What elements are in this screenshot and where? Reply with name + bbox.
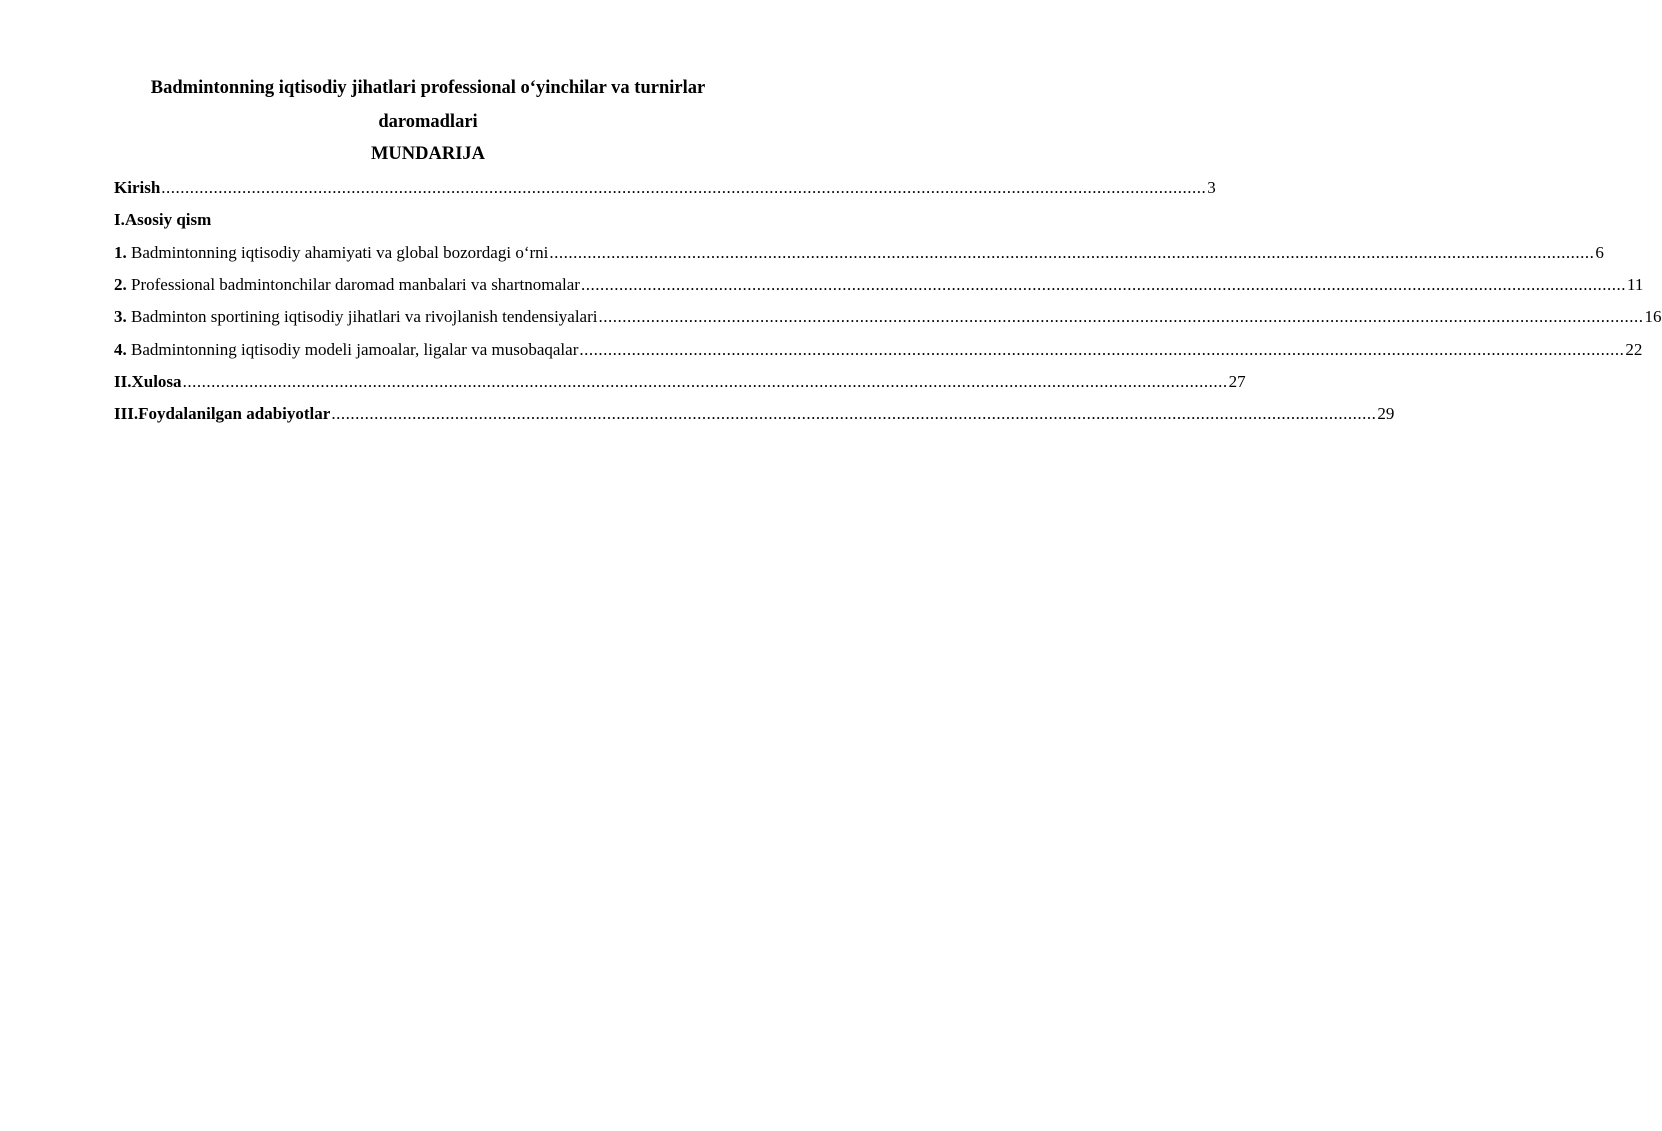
- toc-entry: [114, 333, 1643, 365]
- toc-entry: [114, 301, 1662, 333]
- toc-entry: [114, 204, 742, 236]
- toc-entry: [114, 172, 1216, 204]
- toc-entry-text: Professional badmintonchilar daromad manbalari va shartnomalar: [131, 275, 580, 295]
- toc-entry-title: [114, 274, 580, 296]
- toc-entry: [114, 237, 1604, 269]
- toc-entry-text: Badmintonning iqtisodiy ahamiyati va global bozordagi o‘rni: [131, 242, 549, 262]
- toc-leader-dots: ............................................................................................................................................................................................................................: [182, 371, 1228, 391]
- toc-entry-title: [114, 242, 548, 264]
- toc-entry-number: 4.: [114, 339, 127, 359]
- toc-page-number: 27: [1228, 371, 1246, 391]
- toc-entry: [114, 269, 1644, 301]
- toc-entry: [114, 366, 1246, 398]
- toc-leader-dots: ............................................................................................................................................................................................................................: [579, 339, 1625, 359]
- toc-entry-number: 3.: [114, 307, 127, 327]
- toc-leader-dots: ............................................................................................................................................................................................................................: [161, 178, 1207, 198]
- document-title-line-2: daromadlari: [378, 112, 478, 132]
- toc-entry-title: [114, 371, 182, 393]
- toc-page-number: 3: [1207, 178, 1216, 198]
- toc-entry-text: Kirish: [114, 178, 161, 198]
- toc-entry-text: Badmintonning iqtisodiy modeli jamoalar, ligalar va musobaqalar: [131, 339, 579, 359]
- toc-entry-title: [114, 177, 160, 199]
- toc-entry-text: III.Foydalanilgan adabiyotlar: [114, 404, 331, 424]
- toc-entry-text: I.Asosiy qism: [114, 210, 212, 230]
- toc-entry-title: [114, 306, 598, 328]
- toc-entry-text: II.Xulosa: [114, 371, 182, 391]
- toc-leader-dots: ............................................................................................................................................................................................................................: [598, 307, 1644, 327]
- toc-page-number: 6: [1595, 242, 1604, 262]
- toc-entry-number: 2.: [114, 275, 127, 295]
- toc-entry-number: 1.: [114, 242, 127, 262]
- toc-page-number: 22: [1625, 339, 1643, 359]
- toc-entry-title: [114, 403, 330, 425]
- toc-entry-title: [114, 209, 211, 231]
- toc-page-number: 11: [1626, 275, 1644, 295]
- toc-page-number: 29: [1377, 404, 1395, 424]
- toc-entry-text: Badminton sportining iqtisodiy jihatlari va rivojlanish tendensiyalari: [131, 307, 598, 327]
- table-of-contents: [114, 172, 1662, 430]
- toc-entry: [114, 398, 1395, 430]
- toc-leader-dots: ............................................................................................................................................................................................................................: [580, 275, 1626, 295]
- toc-leader-dots: ............................................................................................................................................................................................................................: [331, 404, 1377, 424]
- toc-leader-dots: ............................................................................................................................................................................................................................: [549, 242, 1595, 262]
- toc-heading: MUNDARIJA: [370, 144, 486, 164]
- toc-entry-title: [114, 339, 578, 361]
- toc-page-number: 16: [1644, 307, 1662, 327]
- document-title-line-1: Badmintonning iqtisodiy jihatlari professional o‘yinchilar va turnirlar: [150, 78, 706, 98]
